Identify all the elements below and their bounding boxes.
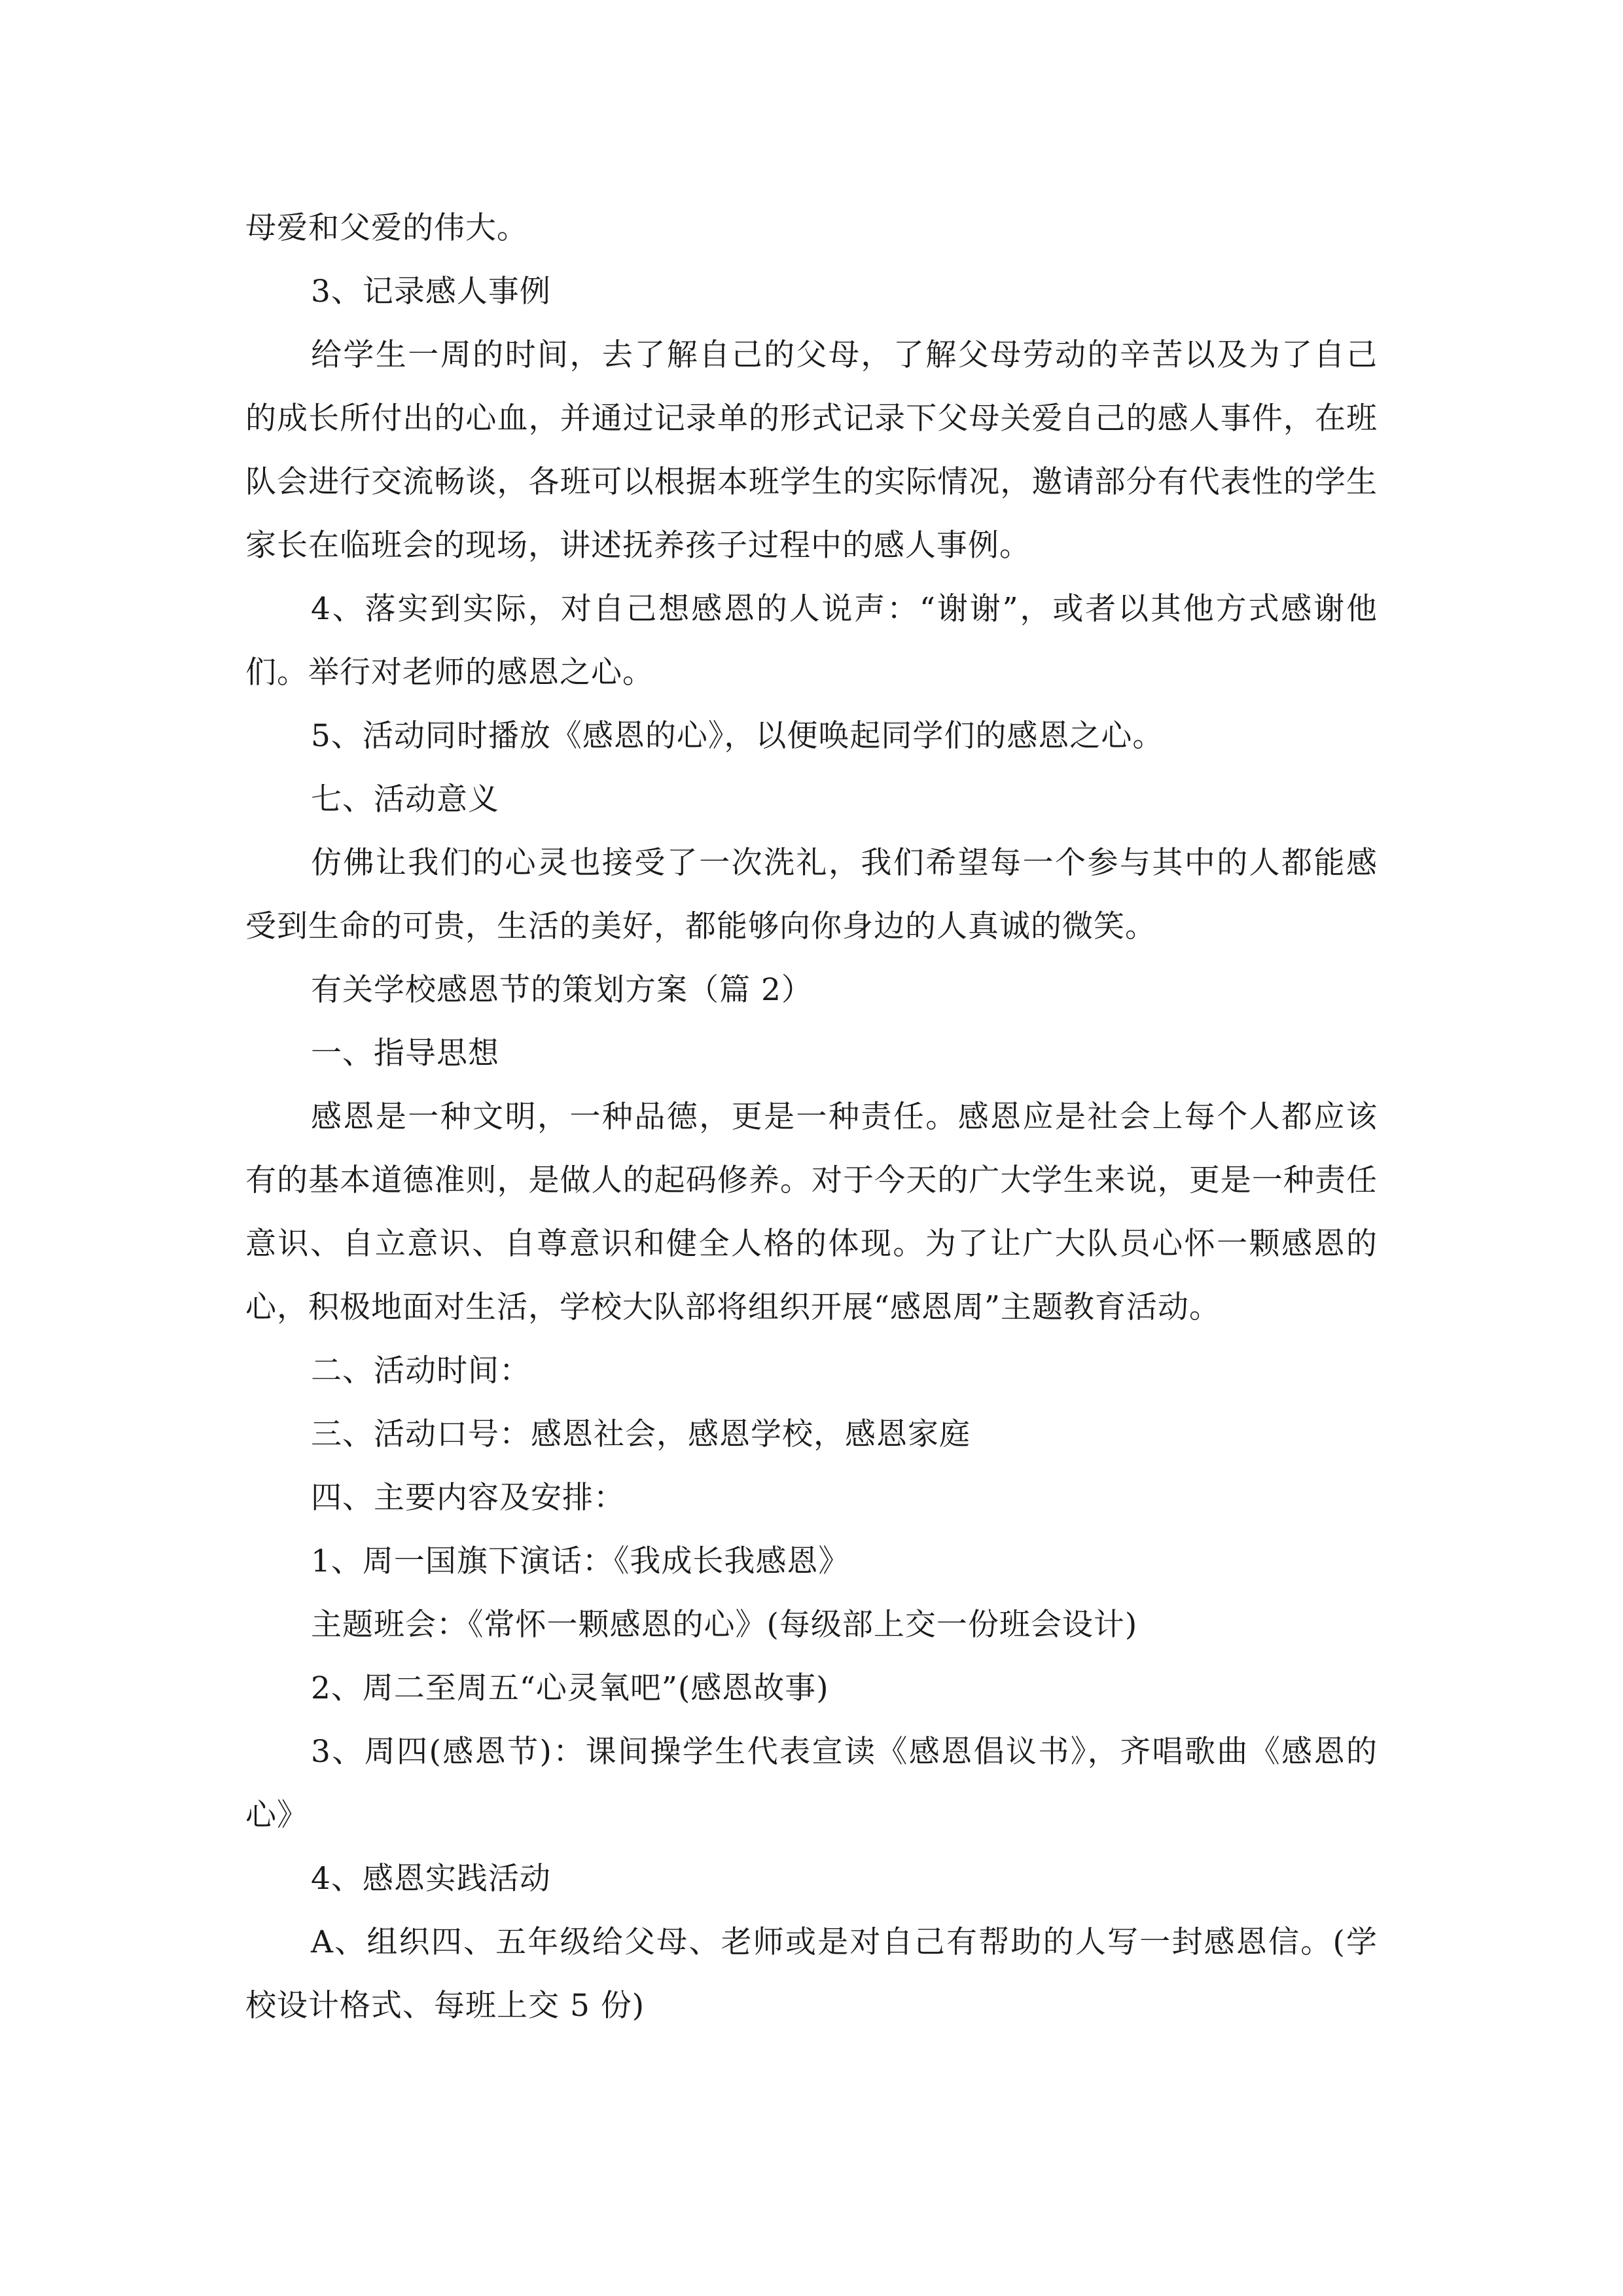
list-item: 主题班会：《常怀一颗感恩的心》(每级部上交一份班会设计) <box>311 1607 1138 1643</box>
list-item: 4、感恩实践活动 <box>311 1861 551 1897</box>
paragraph: 4、落实到实际，对自己想感恩的人说声：“谢谢”，或者以其他方式感谢他们。举行对老师的感恩之心。 <box>245 591 1378 691</box>
document-body <box>245 196 1378 2037</box>
paragraph: 仿佛让我们的心灵也接受了一次洗礼，我们希望每一个参与其中的人都能感受到生命的可贵，生活的美好，都能够向你身边的人真诚的微笑。 <box>245 845 1378 944</box>
paragraph: 5、活动同时播放《感恩的心》，以便唤起同学们的感恩之心。 <box>311 718 1164 754</box>
section-heading: 四、主要内容及安排： <box>311 1480 625 1516</box>
list-item: 3、周四(感恩节)：课间操学生代表宣读《感恩倡议书》，齐唱歌曲《感恩的心》 <box>245 1734 1378 1833</box>
section-heading: 三、活动口号：感恩社会，感恩学校，感恩家庭 <box>311 1416 971 1452</box>
list-item: 2、周二至周五“心灵氧吧”(感恩故事) <box>311 1670 829 1706</box>
paragraph: 母爱和父爱的伟大。 <box>245 210 528 246</box>
list-item: 1、周一国旗下演话：《我成长我感恩》 <box>311 1543 850 1579</box>
paragraph: 3、记录感人事例 <box>311 274 551 310</box>
list-item: A、组织四、五年级给父母、老师或是对自己有帮助的人写一封感恩信。(学校设计格式、每班上交 5 份) <box>245 1924 1378 2024</box>
paragraph: 感恩是一种文明，一种品德，更是一种责任。感恩应是社会上每个人都应该有的基本道德准则，是做人的起码修养。对于今天的广大学生来说，更是一种责任意识、自立意识、自尊意识和健全人格的体现。为了让广大队员心怀一颗感恩的心，积极地面对生活，学校大队部将组织开展“感恩周”主题教育活动。 <box>245 1099 1378 1325</box>
paragraph: 给学生一周的时间，去了解自己的父母，了解父母劳动的辛苦以及为了自己的成长所付出的心血，并通过记录单的形式记录下父母关爱自己的感人事件，在班队会进行交流畅谈，各班可以根据本班学生的实际情况，邀请部分有代表性的学生家长在临班会的现场，讲述抚养孩子过程中的感人事例。 <box>245 337 1378 564</box>
section-heading: 二、活动时间： <box>311 1353 531 1389</box>
section-heading: 七、活动意义 <box>311 781 499 817</box>
document-title: 有关学校感恩节的策划方案（篇 2） <box>311 972 813 1008</box>
section-heading: 一、指导思想 <box>311 1035 499 1071</box>
